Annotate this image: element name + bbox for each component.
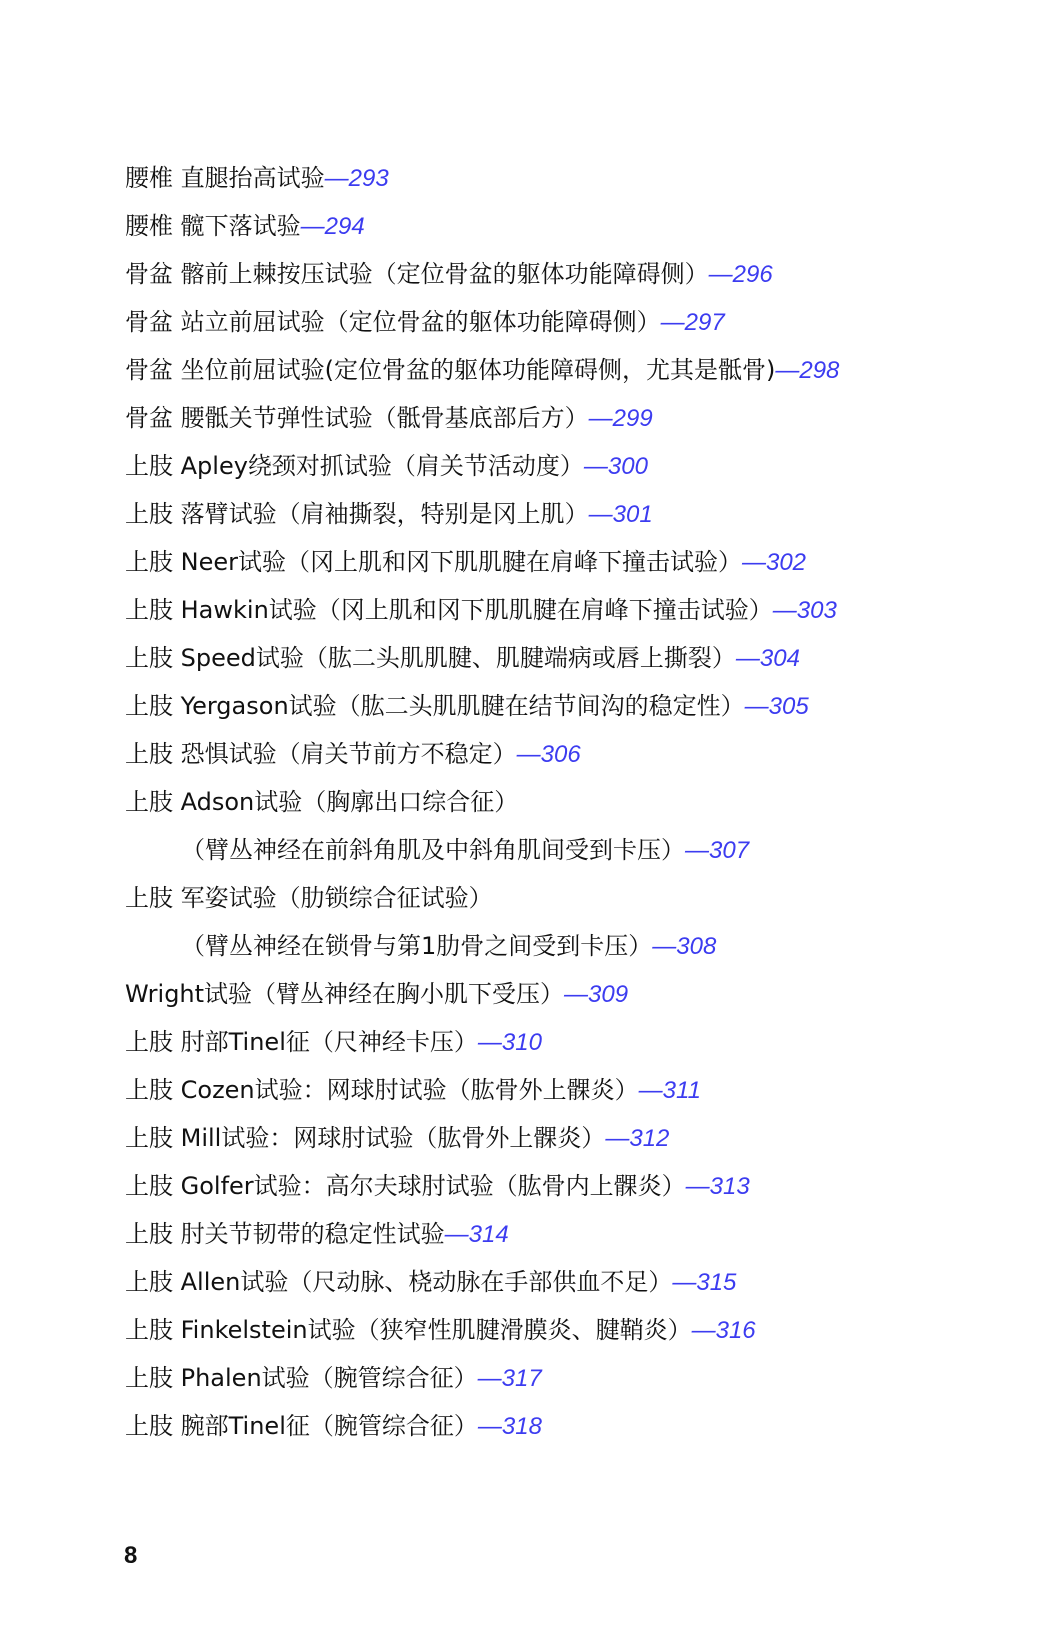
toc-entry (125, 874, 1005, 922)
page-ref[interactable]: —305 (744, 693, 809, 720)
page-ref[interactable]: —299 (588, 405, 653, 432)
page-ref[interactable]: —315 (672, 1269, 737, 1296)
toc-entry (125, 1018, 1005, 1066)
entry-text: 上肢 肘部Tinel征（尺神经卡压） (125, 1028, 478, 1056)
entry-text: 上肢 Apley绕颈对抓试验（肩关节活动度） (125, 452, 584, 480)
entry-text: 上肢 Mill试验：网球肘试验（肱骨外上髁炎） (125, 1124, 606, 1152)
toc-entry (125, 1306, 1005, 1354)
toc-entry (125, 1258, 1005, 1306)
entry-text: 上肢 恐惧试验（肩关节前方不稳定） (125, 740, 517, 768)
entry-text: 上肢 Cozen试验：网球肘试验（肱骨外上髁炎） (125, 1076, 639, 1104)
entry-text: 上肢 Golfer试验：高尔夫球肘试验（肱骨内上髁炎） (125, 1172, 686, 1200)
page-ref[interactable]: —312 (605, 1125, 670, 1152)
toc-entry (125, 298, 1005, 346)
toc-entry (125, 730, 1005, 778)
toc-entry (125, 1354, 1005, 1402)
toc-entry (125, 1066, 1005, 1114)
entry-text: 上肢 Adson试验（胸廓出口综合征） (125, 788, 519, 816)
toc-entry (125, 250, 1005, 298)
entry-text: 上肢 Finkelstein试验（狭窄性肌腱滑膜炎、腱鞘炎） (125, 1316, 692, 1344)
page-ref[interactable]: —318 (477, 1413, 542, 1440)
page-ref[interactable]: —314 (444, 1221, 509, 1248)
entry-text: 上肢 腕部Tinel征（腕管综合征） (125, 1412, 478, 1440)
entry-text: 上肢 Speed试验（肱二头肌肌腱、肌腱端病或唇上撕裂） (125, 644, 736, 672)
toc-entry (125, 346, 1005, 394)
page-ref[interactable]: —308 (652, 933, 717, 960)
page-ref[interactable]: —310 (477, 1029, 542, 1056)
page-ref[interactable]: —294 (300, 213, 365, 240)
entry-text: 上肢 Neer试验（冈上肌和冈下肌肌腱在肩峰下撞击试验） (125, 548, 742, 576)
entry-text: 骨盆 站立前屈试验（定位骨盆的躯体功能障碍侧） (125, 308, 661, 336)
toc-entry (125, 202, 1005, 250)
entry-text: 腰椎 髋下落试验 (125, 212, 301, 240)
entry-text: 骨盆 腰骶关节弹性试验（骶骨基底部后方） (125, 404, 589, 432)
toc-entry (125, 970, 1005, 1018)
entry-text: Wright试验（臂丛神经在胸小肌下受压） (125, 980, 565, 1008)
entry-text: 腰椎 直腿抬高试验 (125, 164, 325, 192)
toc-entry-continuation (125, 922, 1005, 970)
page-ref[interactable]: —306 (516, 741, 581, 768)
toc-entry (125, 490, 1005, 538)
page-ref[interactable]: —293 (324, 165, 389, 192)
toc-entry-continuation (125, 826, 1005, 874)
page-ref[interactable]: —304 (735, 645, 800, 672)
toc-entry (125, 586, 1005, 634)
toc-entry (125, 442, 1005, 490)
entry-text: （臂丛神经在锁骨与第1肋骨之间受到卡压） (181, 932, 653, 960)
toc-entry (125, 154, 1005, 202)
page-ref[interactable]: —302 (741, 549, 807, 576)
page-ref[interactable]: —303 (772, 597, 837, 624)
toc-entry (125, 538, 1005, 586)
toc-entry (125, 1162, 1005, 1210)
entry-text: 上肢 Yergason试验（肱二头肌肌腱在结节间沟的稳定性） (125, 692, 745, 720)
entry-text: 上肢 落臂试验（肩袖撕裂，特别是冈上肌） (125, 500, 589, 528)
page-ref[interactable]: —313 (685, 1173, 750, 1200)
page-ref[interactable]: —317 (477, 1365, 542, 1392)
toc-list (125, 154, 1005, 1450)
page-ref[interactable]: —309 (564, 981, 629, 1008)
page-ref[interactable]: —316 (691, 1317, 756, 1344)
entry-text: 骨盆 坐位前屈试验(定位骨盆的躯体功能障碍侧，尤其是骶骨) (125, 356, 776, 384)
page-ref[interactable]: —298 (775, 357, 840, 384)
page-ref[interactable]: —311 (638, 1077, 701, 1104)
page-ref[interactable]: —296 (708, 261, 773, 288)
entry-text: （臂丛神经在前斜角肌及中斜角肌间受到卡压） (181, 836, 685, 864)
entry-text: 骨盆 髂前上棘按压试验（定位骨盆的躯体功能障碍侧） (125, 260, 709, 288)
page-ref[interactable]: —300 (583, 453, 648, 480)
page-ref[interactable]: —301 (588, 501, 653, 528)
entry-text: 上肢 Phalen试验（腕管综合征） (125, 1364, 478, 1392)
toc-entry (125, 1210, 1005, 1258)
toc-entry (125, 634, 1005, 682)
toc-entry (125, 682, 1005, 730)
page-ref[interactable]: —297 (660, 309, 725, 336)
toc-entry (125, 778, 1005, 826)
toc-entry (125, 1114, 1005, 1162)
entry-text: 上肢 肘关节韧带的稳定性试验 (125, 1220, 445, 1248)
page-ref[interactable]: —307 (685, 837, 750, 864)
toc-entry (125, 394, 1005, 442)
entry-text: 上肢 军姿试验（肋锁综合征试验） (125, 884, 493, 912)
entry-text: 上肢 Allen试验（尺动脉、桡动脉在手部供血不足） (125, 1268, 673, 1296)
entry-text: 上肢 Hawkin试验（冈上肌和冈下肌肌腱在肩峰下撞击试验） (125, 596, 773, 624)
page-number: 8 (124, 1542, 138, 1569)
toc-entry (125, 1402, 1005, 1450)
